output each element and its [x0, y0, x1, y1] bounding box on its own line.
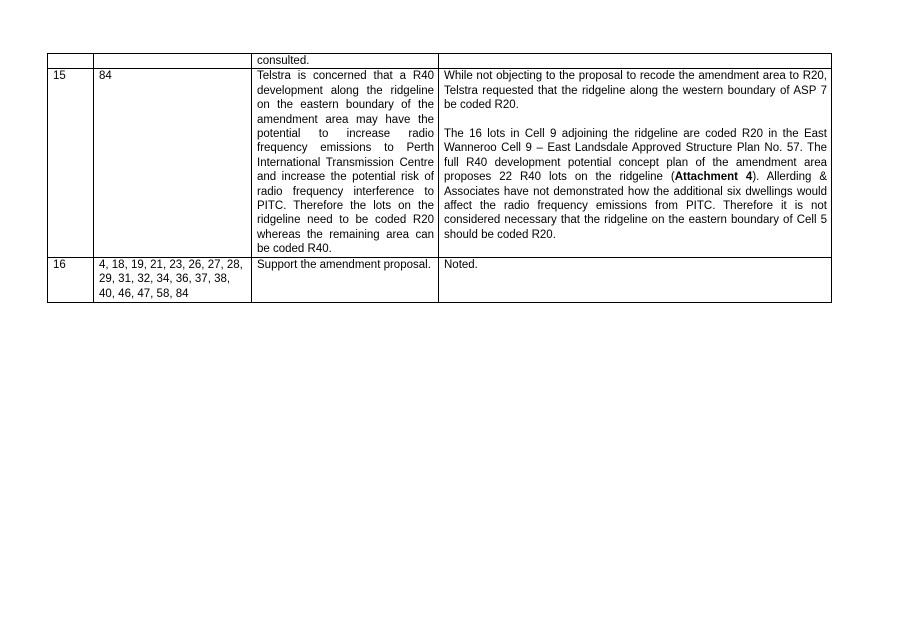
comment-text: ). Allerding & Associates have not demonstrated how the additional six dwellings would affect the radio frequency emissions from PITC. Therefore it is not considered necessary that the ridgeline on the eastern boundary of Cell 5 should be coded R20.	[444, 171, 827, 241]
comment-paragraph: Noted.	[444, 258, 478, 271]
comment-cell	[439, 54, 832, 69]
submitter-list-cell	[94, 54, 252, 69]
comment-text: The 16 lots in Cell 9 adjoining the ridgeline are coded R20 in the East Wanneroo Cell 9 – East Landsdale Approved Structure Plan No. 57. The full R40 development potential concept plan of the amendment area proposes 22 R40 lots on the ridgeline (	[444, 128, 827, 184]
table-row	[48, 257, 832, 302]
table-row	[48, 69, 832, 257]
table-row	[48, 54, 832, 69]
comment-paragraph	[444, 127, 827, 242]
attachment-reference: Attachment 4	[674, 171, 753, 184]
submissions-table	[47, 53, 832, 303]
submission-number-cell: 15	[48, 69, 94, 257]
submission-summary-cell: Telstra is concerned that a R40 development along the ridgeline on the eastern boundary of the amendment area may have the potential to increase radio frequency emissions to Perth International Transmission Centre and increase the potential risk of radio frequency interference to PITC. Therefore the lots on the ridgeline need to be coded R20 whereas the remaining area can be coded R40.	[252, 69, 439, 257]
submission-number-cell: 16	[48, 257, 94, 302]
submitter-list-cell: 84	[94, 69, 252, 257]
comment-cell	[439, 69, 832, 257]
submission-summary-cell: consulted.	[252, 54, 439, 69]
comment-paragraph: While not objecting to the proposal to recode the amendment area to R20, Telstra requested that the ridgeline along the western boundary of ASP 7 be coded R20.	[444, 70, 827, 112]
submission-summary-cell: Support the amendment proposal.	[252, 257, 439, 302]
submission-number-cell	[48, 54, 94, 69]
submitter-list-cell: 4, 18, 19, 21, 23, 26, 27, 28, 29, 31, 32, 34, 36, 37, 38, 40, 46, 47, 58, 84	[94, 257, 252, 302]
comment-cell	[439, 257, 832, 302]
